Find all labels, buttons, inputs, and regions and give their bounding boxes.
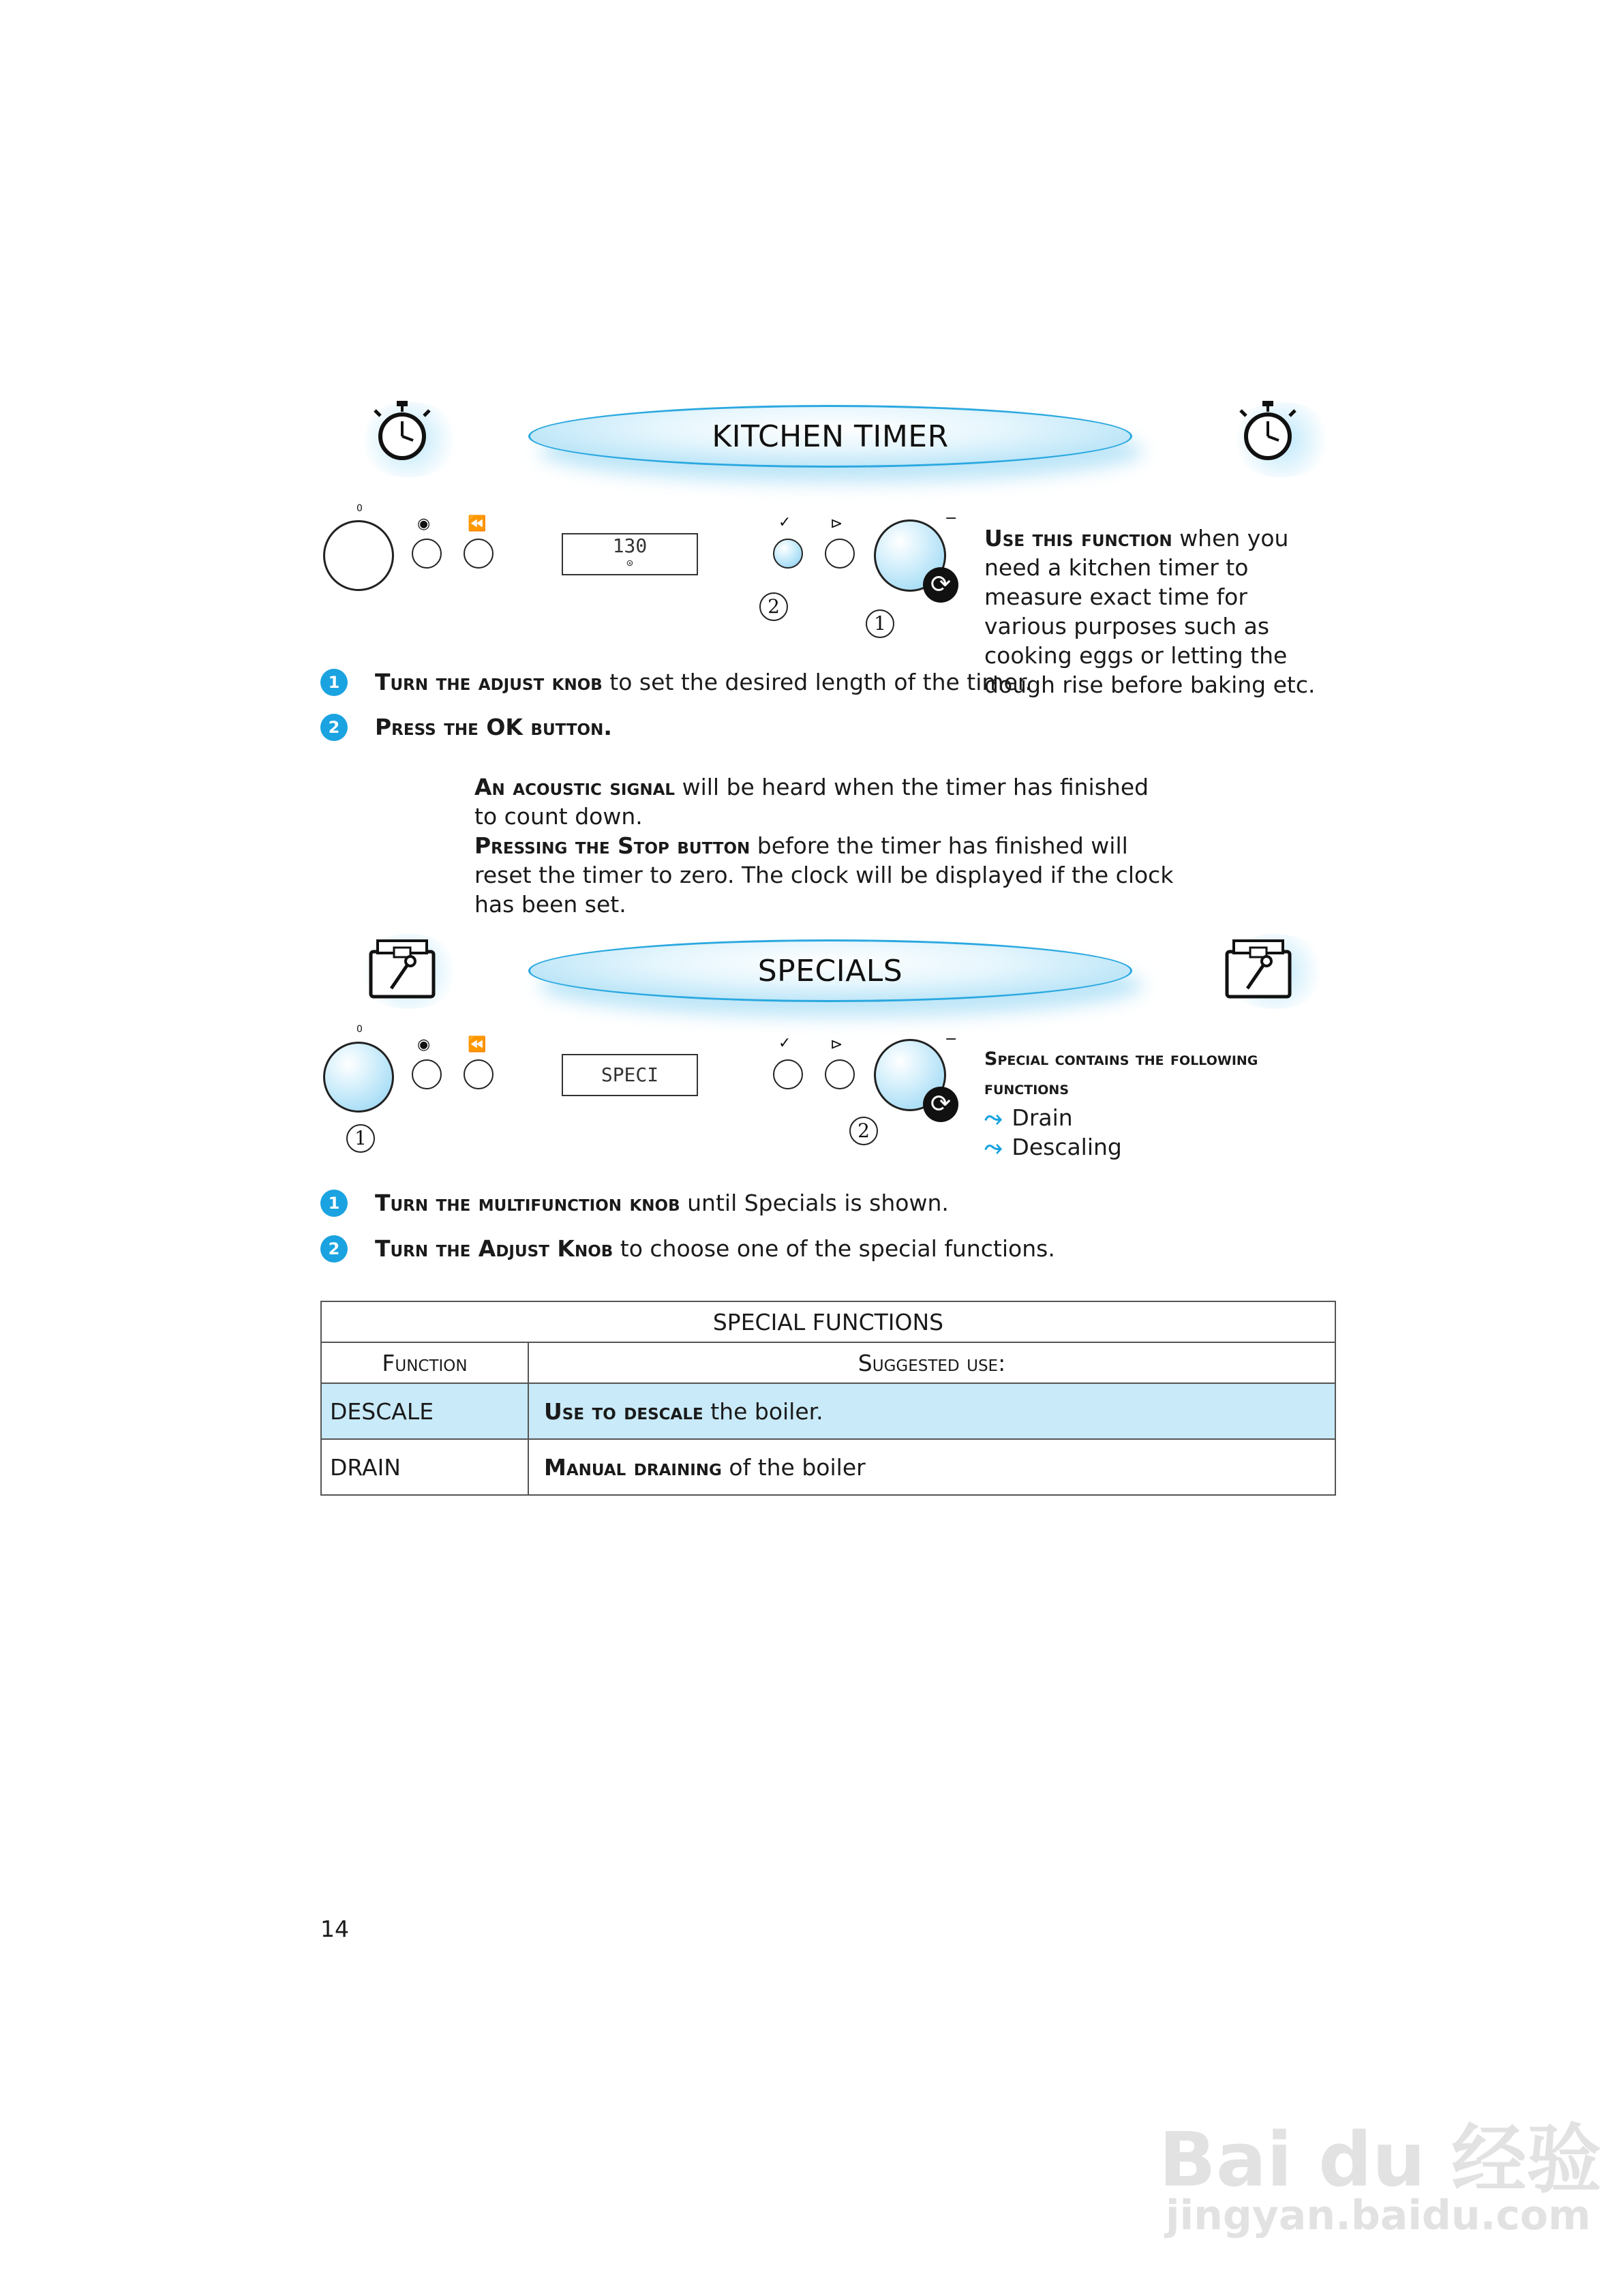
- panel-display: 130 ⊙: [562, 533, 698, 575]
- timer-note: An acoustic signal will be heard when the timer has finished to count down. Pressing the Stop button before the timer has finished will reset the timer to zero. The clock will be displayed if the clock has been set.: [474, 774, 1174, 918]
- callout-1: 1: [346, 1124, 375, 1153]
- panel-display: SPECI: [562, 1054, 698, 1096]
- column-header-function: Function: [321, 1342, 528, 1383]
- stop-button[interactable]: [412, 539, 442, 569]
- knob-zero-label: 0: [357, 1024, 363, 1035]
- list-item: ⤳ Descaling: [984, 1134, 1122, 1160]
- start-symbol-icon: ⊳: [830, 515, 843, 532]
- stopwatch-icon: [361, 395, 443, 477]
- step-text: Press the OK button.: [375, 714, 612, 740]
- bullet-icon: ⤳: [984, 1104, 1003, 1131]
- list-item: ⤳ Drain: [984, 1104, 1073, 1131]
- table-caption: SPECIAL FUNCTIONS: [321, 1301, 1335, 1342]
- use-cell: Manual draining of the boiler: [528, 1439, 1335, 1495]
- special-functions-table: [320, 1301, 1336, 1496]
- function-cell: DESCALE: [321, 1383, 528, 1439]
- section-title-kitchen-timer: KITCHEN TIMER: [528, 405, 1132, 468]
- callout-2: 2: [759, 592, 788, 621]
- step-text: Turn the multifunction knob until Specials is shown.: [375, 1190, 949, 1216]
- bullet-icon: ⤳: [984, 1134, 1003, 1160]
- table-row: [321, 1439, 1335, 1495]
- rotate-arrows-icon: ⟳: [923, 567, 958, 603]
- ok-symbol-icon: ✓: [778, 1035, 791, 1052]
- section-title-specials: SPECIALS: [528, 939, 1132, 1002]
- stop-symbol-icon: ◉: [417, 1036, 431, 1053]
- watermark-url: jingyan.baidu.com: [1166, 2192, 1591, 2239]
- step-number: 1: [320, 1190, 348, 1217]
- multifunction-knob[interactable]: [323, 1042, 394, 1113]
- step-text: Turn the adjust knob to set the desired length of the timer.: [375, 669, 1032, 695]
- ok-button[interactable]: [773, 1059, 803, 1089]
- watermark-logo: Bai du 经验: [1159, 2116, 1602, 2203]
- ok-button[interactable]: [773, 539, 803, 569]
- step-text: Turn the Adjust Knob to choose one of the special functions.: [375, 1235, 1055, 1262]
- minus-label: −: [945, 1031, 958, 1048]
- ok-symbol-icon: ✓: [778, 514, 791, 531]
- start-button[interactable]: [825, 539, 855, 569]
- back-button[interactable]: [464, 1059, 494, 1089]
- timer-side-text: Use this function when you need a kitchen timer to measure exact time for various purposes such as cooking eggs or letting the dough rise before baking etc.: [984, 525, 1316, 698]
- step-number: 2: [320, 714, 348, 741]
- toolbox-wrench-icon: [1217, 927, 1299, 1009]
- timer-display-icon: ⊙: [626, 556, 633, 569]
- page-number: 14: [320, 1916, 349, 1942]
- callout-1: 1: [866, 609, 894, 638]
- stop-button[interactable]: [412, 1059, 442, 1089]
- step-number: 2: [320, 1235, 348, 1263]
- specials-side-text: Special contains the following functions ⤳ Drain ⤳ Descaling: [984, 1044, 1339, 1162]
- function-cell: DRAIN: [321, 1439, 528, 1495]
- callout-2: 2: [849, 1117, 878, 1145]
- minus-label: −: [945, 510, 958, 527]
- knob-zero-label: 0: [357, 503, 363, 514]
- back-button[interactable]: [464, 539, 494, 569]
- back-symbol-icon: ⏪: [468, 515, 487, 532]
- stopwatch-icon: [1227, 395, 1309, 477]
- start-button[interactable]: [825, 1059, 855, 1089]
- start-symbol-icon: ⊳: [830, 1036, 843, 1053]
- rotate-arrows-icon: ⟳: [923, 1087, 958, 1122]
- step-number: 1: [320, 669, 348, 696]
- multifunction-knob[interactable]: [323, 520, 394, 591]
- stop-symbol-icon: ◉: [417, 515, 431, 532]
- column-header-suggested-use: Suggested use:: [528, 1342, 1335, 1383]
- back-symbol-icon: ⏪: [468, 1036, 487, 1053]
- use-cell: Use to descale the boiler.: [528, 1383, 1335, 1439]
- table-row: [321, 1383, 1335, 1439]
- toolbox-wrench-icon: [361, 927, 443, 1009]
